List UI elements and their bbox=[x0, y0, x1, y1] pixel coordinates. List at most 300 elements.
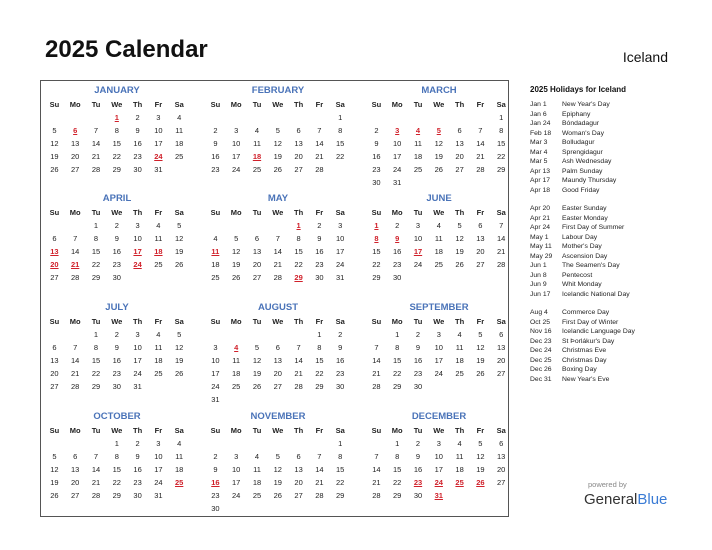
day-cell: 6 bbox=[254, 234, 260, 243]
holiday-date: Apr 20 bbox=[530, 205, 551, 212]
day-cell: 7 bbox=[296, 343, 301, 352]
day-cell: 2 bbox=[135, 439, 140, 448]
day-cell: 18 bbox=[154, 356, 163, 365]
day-cell: 22 bbox=[497, 152, 506, 161]
day-cell: 16 bbox=[372, 152, 381, 161]
month-june bbox=[366, 192, 512, 284]
holiday-day: 25 bbox=[455, 478, 464, 487]
holiday-name: Epiphany bbox=[562, 110, 591, 118]
empty-cell bbox=[226, 219, 247, 232]
holiday-name: First Day of Winter bbox=[562, 318, 619, 326]
empty-cell bbox=[309, 111, 330, 124]
weekday-header: We bbox=[272, 426, 284, 435]
weekday-header: Sa bbox=[174, 317, 184, 326]
day-cell: 5 bbox=[177, 221, 182, 230]
day-cell: 6 bbox=[52, 234, 57, 243]
day-cell: 27 bbox=[273, 382, 282, 391]
empty-cell bbox=[247, 437, 268, 450]
day-cell: 8 bbox=[114, 452, 119, 461]
weekday-header: Fr bbox=[315, 208, 324, 217]
weekday-header: We bbox=[272, 208, 284, 217]
day-cell: 8 bbox=[296, 234, 301, 243]
holiday-day: 4 bbox=[234, 343, 239, 352]
day-cell: 31 bbox=[133, 382, 142, 391]
holiday-day: 13 bbox=[50, 247, 59, 256]
weekday-header: Tu bbox=[413, 208, 423, 217]
day-cell: 24 bbox=[133, 369, 142, 378]
day-cell: 27 bbox=[294, 491, 303, 500]
day-cell: 26 bbox=[434, 165, 443, 174]
day-cell: 18 bbox=[232, 369, 241, 378]
day-cell: 16 bbox=[393, 247, 402, 256]
day-cell: 21 bbox=[372, 478, 381, 487]
day-cell: 19 bbox=[476, 465, 485, 474]
holiday-day: 18 bbox=[252, 152, 262, 161]
weekday-header: Su bbox=[210, 317, 221, 326]
holiday-name: Easter Sunday bbox=[562, 205, 607, 212]
holiday-row bbox=[530, 119, 700, 129]
day-cell: 13 bbox=[476, 234, 485, 243]
holiday-date: Jun 8 bbox=[530, 271, 547, 279]
day-cell: 24 bbox=[154, 478, 163, 487]
weekday-header: Mo bbox=[230, 317, 242, 326]
holiday-name: Icelandic Language Day bbox=[562, 328, 635, 335]
day-cell: 17 bbox=[232, 152, 241, 161]
day-cell: 7 bbox=[374, 343, 379, 352]
weekday-header: We bbox=[111, 100, 123, 109]
day-cell: 26 bbox=[175, 260, 184, 269]
day-cell: 16 bbox=[413, 465, 423, 474]
empty-cell bbox=[44, 219, 65, 232]
weekday-header: Th bbox=[294, 100, 304, 109]
holiday-date: Mar 3 bbox=[530, 139, 548, 146]
day-cell: 5 bbox=[254, 343, 260, 352]
weekday-header: Sa bbox=[496, 208, 506, 217]
day-cell: 22 bbox=[372, 260, 381, 269]
holiday-day: 8 bbox=[374, 234, 379, 243]
day-cell: 6 bbox=[499, 439, 504, 448]
day-cell: 9 bbox=[374, 139, 379, 148]
day-cell: 24 bbox=[413, 260, 423, 269]
day-cell: 21 bbox=[476, 152, 485, 161]
weekday-header: We bbox=[433, 208, 445, 217]
weekday-header: Tu bbox=[413, 426, 423, 435]
day-cell: 13 bbox=[71, 139, 80, 148]
weekday-header: We bbox=[433, 317, 445, 326]
day-cell: 3 bbox=[234, 452, 239, 461]
powered-by-text: powered by bbox=[588, 480, 627, 489]
holiday-date: Apr 21 bbox=[530, 214, 551, 222]
day-cell: 10 bbox=[154, 452, 163, 461]
day-cell: 17 bbox=[211, 369, 220, 378]
month-december bbox=[366, 410, 512, 502]
day-cell: 15 bbox=[336, 139, 345, 148]
day-cell: 12 bbox=[175, 234, 184, 243]
day-cell: 19 bbox=[175, 356, 184, 365]
day-cell: 25 bbox=[175, 152, 184, 161]
day-cell: 4 bbox=[436, 221, 441, 230]
day-cell: 22 bbox=[393, 369, 402, 378]
day-cell: 2 bbox=[338, 330, 343, 339]
day-cell: 14 bbox=[497, 234, 506, 243]
weekday-header: Mo bbox=[391, 426, 403, 435]
day-cell: 3 bbox=[234, 126, 239, 135]
day-cell: 16 bbox=[211, 152, 220, 161]
brand-general: General bbox=[584, 491, 638, 508]
day-cell: 9 bbox=[415, 452, 421, 461]
day-cell: 25 bbox=[252, 491, 262, 500]
holiday-date: Nov 16 bbox=[530, 328, 552, 335]
month-name: JUNE bbox=[426, 193, 452, 204]
day-cell: 21 bbox=[294, 369, 303, 378]
day-cell: 17 bbox=[154, 139, 163, 148]
month-may bbox=[205, 192, 351, 284]
day-cell: 6 bbox=[457, 126, 462, 135]
weekday-header: Tu bbox=[91, 208, 101, 217]
day-cell: 14 bbox=[273, 247, 282, 256]
day-cell: 14 bbox=[372, 465, 381, 474]
day-cell: 9 bbox=[135, 452, 140, 461]
weekday-header: We bbox=[111, 208, 123, 217]
weekday-header: Fr bbox=[154, 100, 163, 109]
day-cell: 9 bbox=[338, 343, 343, 352]
empty-cell bbox=[44, 437, 65, 450]
day-cell: 2 bbox=[415, 330, 421, 339]
holiday-date: Aug 4 bbox=[530, 309, 548, 316]
day-cell: 26 bbox=[252, 382, 262, 391]
weekday-header: Tu bbox=[91, 426, 101, 435]
weekday-header: Sa bbox=[174, 100, 184, 109]
weekday-header: Sa bbox=[335, 100, 345, 109]
day-cell: 24 bbox=[232, 491, 241, 500]
day-cell: 29 bbox=[393, 382, 402, 391]
day-cell: 18 bbox=[175, 139, 184, 148]
day-cell: 4 bbox=[457, 330, 462, 339]
holiday-day: 24 bbox=[434, 478, 443, 487]
day-cell: 15 bbox=[112, 465, 121, 474]
day-cell: 5 bbox=[52, 452, 57, 461]
empty-cell bbox=[247, 219, 268, 232]
day-cell: 1 bbox=[338, 113, 343, 122]
holiday-name: Ascension Day bbox=[562, 252, 608, 260]
day-cell: 2 bbox=[415, 439, 421, 448]
day-cell: 15 bbox=[393, 356, 402, 365]
day-cell: 7 bbox=[73, 234, 78, 243]
day-cell: 13 bbox=[294, 465, 303, 474]
day-cell: 22 bbox=[112, 152, 121, 161]
day-cell: 12 bbox=[232, 247, 241, 256]
day-cell: 26 bbox=[175, 369, 184, 378]
day-cell: 21 bbox=[315, 478, 324, 487]
day-cell: 21 bbox=[91, 152, 101, 161]
day-cell: 23 bbox=[211, 165, 220, 174]
holiday-row bbox=[530, 280, 700, 290]
holiday-date: May 29 bbox=[530, 252, 553, 260]
weekday-header: Su bbox=[210, 100, 221, 109]
month-grid bbox=[205, 98, 351, 176]
day-cell: 5 bbox=[275, 126, 280, 135]
month-november bbox=[205, 410, 351, 515]
month-grid bbox=[205, 424, 351, 515]
weekday-header: Fr bbox=[476, 208, 485, 217]
weekday-header: Sa bbox=[335, 426, 345, 435]
weekday-header: Mo bbox=[230, 426, 242, 435]
day-cell: 3 bbox=[415, 221, 421, 230]
day-cell: 16 bbox=[133, 465, 142, 474]
empty-cell bbox=[387, 111, 408, 124]
day-cell: 23 bbox=[211, 491, 220, 500]
day-cell: 3 bbox=[436, 439, 441, 448]
holiday-day: 25 bbox=[175, 478, 184, 487]
day-cell: 19 bbox=[273, 152, 282, 161]
day-cell: 30 bbox=[413, 382, 423, 391]
holiday-date: Jan 24 bbox=[530, 120, 551, 127]
holiday-name: Commerce Day bbox=[562, 309, 610, 316]
day-cell: 11 bbox=[232, 356, 241, 365]
empty-cell bbox=[65, 328, 86, 341]
month-october bbox=[44, 410, 190, 502]
weekday-header: Su bbox=[371, 426, 382, 435]
empty-cell bbox=[267, 328, 288, 341]
day-cell: 27 bbox=[497, 478, 506, 487]
weekday-header: Sa bbox=[496, 100, 506, 109]
weekday-header: Sa bbox=[174, 426, 184, 435]
day-cell: 18 bbox=[434, 247, 443, 256]
day-cell: 3 bbox=[156, 439, 161, 448]
day-cell: 23 bbox=[413, 369, 423, 378]
day-cell: 28 bbox=[315, 491, 324, 500]
empty-cell bbox=[205, 219, 226, 232]
day-cell: 13 bbox=[294, 139, 303, 148]
day-cell: 9 bbox=[415, 343, 421, 352]
day-cell: 19 bbox=[476, 356, 485, 365]
weekday-header: Th bbox=[455, 208, 465, 217]
day-cell: 1 bbox=[93, 330, 99, 339]
holiday-group-gap bbox=[530, 299, 700, 308]
weekday-header: Th bbox=[133, 100, 143, 109]
day-cell: 24 bbox=[393, 165, 402, 174]
day-cell: 28 bbox=[273, 273, 282, 282]
day-cell: 22 bbox=[294, 260, 303, 269]
day-cell: 30 bbox=[211, 504, 220, 513]
day-cell: 27 bbox=[71, 491, 80, 500]
month-name: AUGUST bbox=[257, 302, 299, 313]
day-cell: 9 bbox=[114, 343, 119, 352]
day-cell: 15 bbox=[497, 139, 506, 148]
weekday-header: Su bbox=[49, 317, 60, 326]
day-cell: 20 bbox=[455, 152, 464, 161]
day-cell: 2 bbox=[114, 330, 119, 339]
day-cell: 14 bbox=[315, 139, 324, 148]
holiday-day: 11 bbox=[211, 247, 220, 256]
holiday-date: Mar 5 bbox=[530, 158, 548, 165]
day-cell: 6 bbox=[296, 452, 301, 461]
day-cell: 22 bbox=[91, 369, 101, 378]
day-cell: 29 bbox=[91, 382, 101, 391]
day-cell: 27 bbox=[71, 165, 80, 174]
holiday-row bbox=[530, 110, 700, 120]
weekday-header: We bbox=[433, 100, 445, 109]
day-cell: 3 bbox=[436, 330, 441, 339]
day-cell: 25 bbox=[413, 165, 423, 174]
empty-cell bbox=[205, 437, 226, 450]
day-cell: 8 bbox=[317, 343, 322, 352]
day-cell: 23 bbox=[372, 165, 381, 174]
holiday-day: 29 bbox=[294, 273, 303, 282]
day-cell: 20 bbox=[497, 465, 506, 474]
holiday-day: 5 bbox=[436, 126, 441, 135]
day-cell: 26 bbox=[232, 273, 241, 282]
day-cell: 21 bbox=[91, 478, 101, 487]
day-cell: 24 bbox=[232, 165, 241, 174]
day-cell: 2 bbox=[374, 126, 379, 135]
day-cell: 6 bbox=[296, 126, 301, 135]
day-cell: 20 bbox=[294, 152, 303, 161]
weekday-header: Tu bbox=[413, 100, 423, 109]
holiday-date: Jan 6 bbox=[530, 110, 547, 118]
day-cell: 28 bbox=[71, 382, 80, 391]
day-cell: 8 bbox=[338, 126, 343, 135]
day-cell: 21 bbox=[71, 369, 80, 378]
day-cell: 28 bbox=[294, 382, 303, 391]
weekday-header: Tu bbox=[252, 100, 262, 109]
day-cell: 10 bbox=[211, 356, 220, 365]
day-cell: 29 bbox=[372, 273, 381, 282]
weekday-header: Tu bbox=[252, 208, 262, 217]
day-cell: 12 bbox=[50, 465, 59, 474]
holiday-name: The Seamen's Day bbox=[562, 262, 620, 269]
day-cell: 20 bbox=[497, 356, 506, 365]
day-cell: 25 bbox=[252, 165, 262, 174]
day-cell: 7 bbox=[73, 343, 78, 352]
day-cell: 12 bbox=[50, 139, 59, 148]
holiday-list bbox=[530, 85, 700, 384]
weekday-header: Su bbox=[49, 426, 60, 435]
weekday-header: Th bbox=[455, 317, 465, 326]
day-cell: 29 bbox=[112, 491, 121, 500]
holiday-row bbox=[530, 318, 700, 328]
holiday-day: 20 bbox=[50, 260, 59, 269]
weekday-header: Sa bbox=[496, 426, 506, 435]
day-cell: 1 bbox=[395, 330, 400, 339]
month-name: NOVEMBER bbox=[250, 411, 306, 422]
holiday-day: 24 bbox=[133, 260, 142, 269]
day-cell: 20 bbox=[294, 478, 303, 487]
day-cell: 5 bbox=[52, 126, 57, 135]
day-cell: 12 bbox=[273, 465, 282, 474]
day-cell: 28 bbox=[372, 491, 381, 500]
holiday-row bbox=[530, 138, 700, 148]
day-cell: 26 bbox=[273, 165, 282, 174]
holiday-date: Dec 31 bbox=[530, 375, 552, 383]
empty-cell bbox=[226, 328, 247, 341]
day-cell: 2 bbox=[114, 221, 119, 230]
day-cell: 22 bbox=[315, 369, 324, 378]
weekday-header: Sa bbox=[335, 208, 345, 217]
day-cell: 23 bbox=[393, 260, 402, 269]
day-cell: 25 bbox=[154, 369, 163, 378]
day-cell: 18 bbox=[455, 465, 464, 474]
day-cell: 11 bbox=[175, 452, 184, 461]
holiday-name: St Þorlákur's Day bbox=[562, 337, 615, 345]
day-cell: 11 bbox=[414, 139, 422, 148]
holiday-group-gap bbox=[530, 195, 700, 204]
day-cell: 11 bbox=[455, 343, 464, 352]
day-cell: 21 bbox=[497, 247, 506, 256]
holiday-row bbox=[530, 157, 700, 167]
month-grid bbox=[44, 206, 190, 284]
day-cell: 10 bbox=[434, 343, 443, 352]
day-cell: 29 bbox=[315, 382, 324, 391]
day-cell: 16 bbox=[413, 356, 423, 365]
holiday-date: May 11 bbox=[530, 243, 552, 250]
day-cell: 5 bbox=[177, 330, 182, 339]
day-cell: 10 bbox=[133, 234, 142, 243]
day-cell: 16 bbox=[112, 356, 121, 365]
day-cell: 6 bbox=[499, 330, 504, 339]
day-cell: 9 bbox=[135, 126, 140, 135]
weekday-header: Tu bbox=[413, 317, 423, 326]
day-cell: 28 bbox=[372, 382, 381, 391]
brand-blue: Blue bbox=[637, 491, 668, 508]
day-cell: 12 bbox=[476, 343, 485, 352]
day-cell: 5 bbox=[234, 234, 239, 243]
day-cell: 7 bbox=[374, 452, 379, 461]
month-march bbox=[366, 84, 512, 189]
day-cell: 11 bbox=[154, 343, 163, 352]
empty-cell bbox=[65, 219, 86, 232]
month-january bbox=[44, 84, 190, 176]
day-cell: 6 bbox=[478, 221, 483, 230]
holiday-row bbox=[530, 148, 700, 158]
weekday-header: Fr bbox=[315, 426, 324, 435]
month-september bbox=[366, 301, 512, 393]
holiday-day: 21 bbox=[71, 260, 80, 269]
holiday-row bbox=[530, 223, 700, 233]
day-cell: 14 bbox=[294, 356, 303, 365]
weekday-header: Tu bbox=[91, 317, 101, 326]
empty-cell bbox=[267, 219, 288, 232]
weekday-header: Su bbox=[371, 317, 382, 326]
holiday-name: First Day of Summer bbox=[562, 224, 625, 231]
page-title: 2025 Calendar bbox=[45, 36, 208, 63]
day-cell: 9 bbox=[213, 139, 218, 148]
holiday-row bbox=[530, 337, 700, 347]
month-name: MAY bbox=[267, 193, 289, 204]
day-cell: 14 bbox=[71, 247, 80, 256]
weekday-header: Th bbox=[133, 208, 143, 217]
day-cell: 3 bbox=[338, 221, 343, 230]
day-cell: 29 bbox=[497, 165, 506, 174]
weekday-header: Fr bbox=[315, 317, 324, 326]
day-cell: 8 bbox=[338, 452, 343, 461]
month-grid bbox=[366, 424, 512, 502]
empty-cell bbox=[65, 437, 86, 450]
day-cell: 26 bbox=[455, 260, 464, 269]
day-cell: 27 bbox=[252, 273, 262, 282]
holiday-name: Boxing Day bbox=[562, 366, 597, 373]
day-cell: 3 bbox=[135, 330, 140, 339]
month-grid bbox=[44, 98, 190, 176]
day-cell: 12 bbox=[434, 139, 443, 148]
weekday-header: We bbox=[272, 317, 284, 326]
day-cell: 1 bbox=[317, 330, 322, 339]
day-cell: 26 bbox=[273, 491, 282, 500]
empty-cell bbox=[226, 437, 247, 450]
day-cell: 25 bbox=[211, 273, 220, 282]
holiday-name: Labour Day bbox=[562, 233, 598, 241]
day-cell: 17 bbox=[133, 356, 142, 365]
